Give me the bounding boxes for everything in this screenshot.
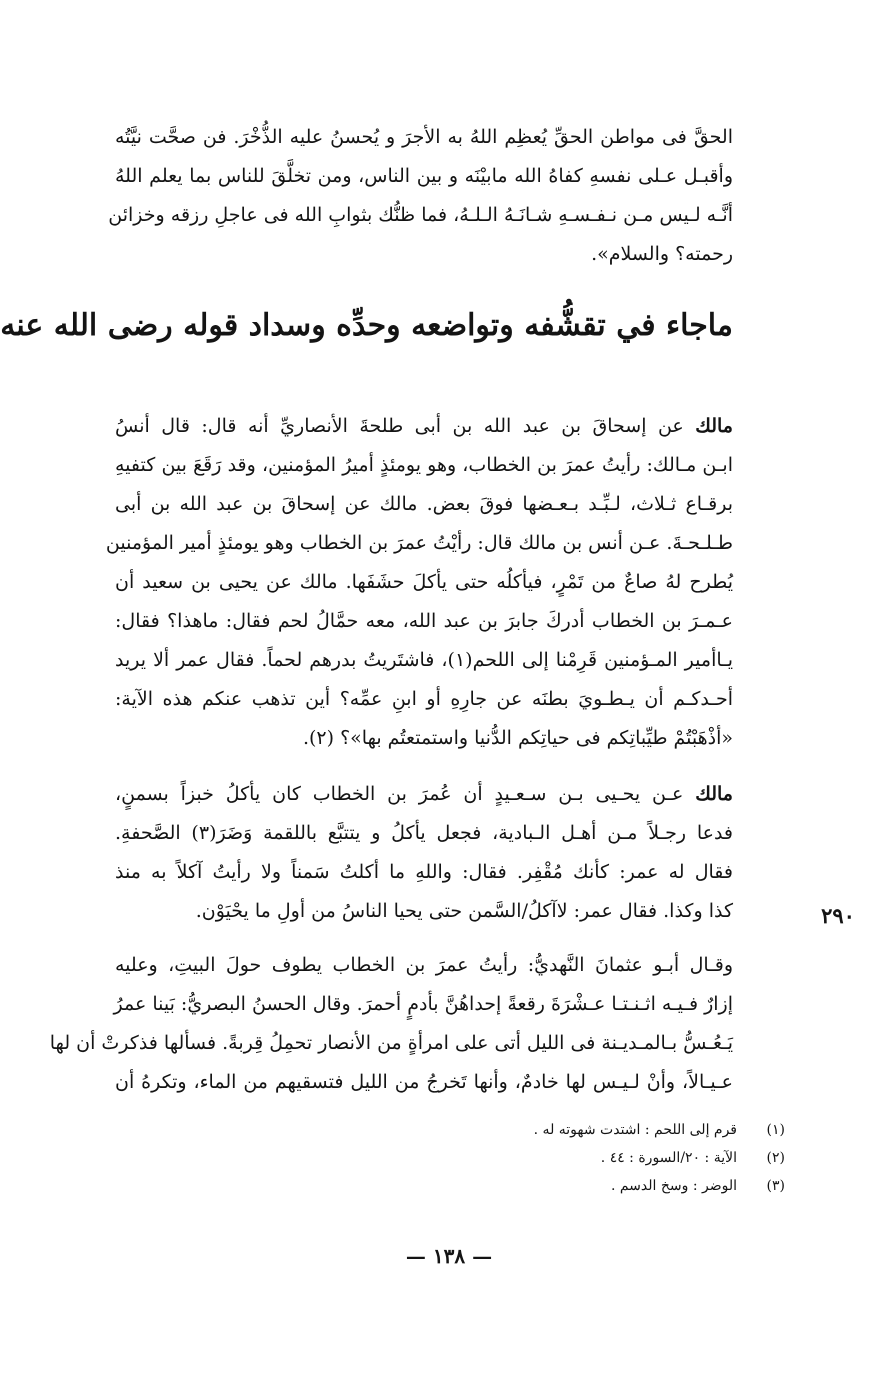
footnote-number: (٢) [766,1150,785,1166]
footnote-text: الوضر : وسخ الدسم . [610,1178,737,1194]
text-line: يُطرح لهُ صاعٌ من تَمْرٍ، فيأكلُه حتى يأكلَ حشَفَها. مالك عن يحيى بن سعيد أن [115,571,733,593]
paragraph-malik-yahya [115,775,733,931]
text-line: يـاأمير المـؤمنين قَرِمْنا إلى اللحم(١)، فاشتَريتُ بدرهم لحماً. فقال عمر ألا يريد [115,649,733,671]
text-line: وأقبـل عـلى نفسهِ كفاهُ الله مابيْنَه و بين الناس، ومن تخلَّقَ للناس بما يعلم اللهُ [115,165,733,187]
text-line: ابـن مـالك: رأيتُ عمرَ بن الخطاب، وهو يومئذٍ أميرُ المؤمنين، وقد رَقَعَ بين كتفيهِ [115,454,733,476]
footnote-number: (٣) [766,1178,785,1194]
text-line: إزارٌ فـيـه اثـنـتـا عـشْرَةَ رقعةً إحداهُنَّ بأدمٍ أحمرَ. وقال الحسنُ البصريُّ: بَينا عمرُ [113,993,733,1015]
text-line: برقـاع ثـلاث، لـبِّـد بـعـضها فوقَ بعض. مالك عن إسحاقَ بن عبد الله بن أبى [115,493,733,515]
narrator-name: مالك [695,415,733,437]
text-line: فدعا رجـلاً مـن أهـل الـبادية، فجعل يأكلُ و يتتبَّع باللقمة وَضَرَ(٣) الصَّحفةِ. [115,822,733,844]
text-line: عـمـرَ بن الخطاب أدركَ جابرَ بن عبد الله، معه حمَّالُ لحم فقال: ماهذا؟ فقال: [115,610,733,632]
text-line [115,775,733,814]
text-line: أحـدكـم أن يـطـويَ بطنَه عن جارِهِ أو ابنِ عمِّه؟ أين تذهب عنكم هذه الآية: [115,688,733,710]
footnote [315,1116,785,1144]
section-heading: ماجاء في تقشُّفه وتواضعه وحدِّه وسداد قوله رضى الله عنه [0,308,733,343]
narrator-name: مالك [695,783,733,805]
margin-reference-number: ٢٩٠ [821,903,855,928]
footnote-text: قرم إلى اللحم : اشتدت شهوته له . [533,1122,737,1138]
text-line: فقال له عمر: كأنك مُقْفِر. فقال: واللهِ ما أكلتُ سَمناً ولا رأيتُ آكلاً به منذ [115,861,733,883]
page-number: — ١٣٨ — [405,1244,493,1268]
text-line: يَـعُـسُّ بـالمـديـنة فى الليل أتى على امرأةٍ من الأنصار تحمِلُ قِربةً. فسألها فذكرتْ أن لها [49,1032,733,1054]
text-line: «أذْهَبْتُمْ طيِّباتِكم فى حياتِكم الدُّنيا واستمتعتُم بها»؟ (٢). [302,727,733,749]
text-line [115,407,733,446]
footnotes [315,1116,785,1200]
text-fragment: عن إسحاقَ بن عبد الله بن أبى طلحةَ الأنصاريِّ أنه قال: قال أنسُ [115,415,684,437]
footnote-number: (١) [766,1122,785,1138]
text-line: رحمته؟ والسلام». [591,243,733,265]
text-line: طـلـحـةَ. عـن أنس بن مالك قال: رأيْتُ عمرَ بن الخطاب وهو يومئذٍ أمير المؤمنين [105,532,733,554]
text-line: الحقَّ فى مواطن الحقِّ يُعظِم اللهُ به الأجرَ و يُحسنُ عليه الذُّخْرَ. فن صحَّت نيَّتُه [115,126,733,148]
footnote [315,1172,785,1200]
footnote-text: الآية : ٢٠/السورة : ٤٤ . [600,1150,737,1166]
text-line: أنَّـه لـيس مـن نـفـسـهِ شـانَـهُ الـلـهُ، فما ظنُّك بثوابِ الله فى عاجلِ رزقه وخزائن [108,204,733,226]
text-fragment: عـن يحـيى بـن سـعـيدٍ أن عُمرَ بن الخطاب كان يأكلُ خبزاً بسمنٍ، [115,783,684,805]
paragraph-malik-anas [105,407,733,758]
paragraph-nahdi [49,946,733,1102]
paragraph-intro [108,118,733,274]
text-line: عـيـالاً، وأنْ لـيـس لها خادمٌ، وأنها تَخرجُ من الليل فتسقيهم من الماء، وتكرهُ أن [115,1071,733,1093]
text-line: وقـال أبـو عثمانَ النَّهديُّ: رأيتُ عمرَ بن الخطاب يطوف حولَ البيتِ، وعليه [115,954,733,976]
text-line: كذا وكذا. فقال عمر: لاآكلُ/السَّمن حتى يحيا الناسُ من أولِ ما يحْيَوْن. [195,900,733,922]
footnote [315,1144,785,1172]
